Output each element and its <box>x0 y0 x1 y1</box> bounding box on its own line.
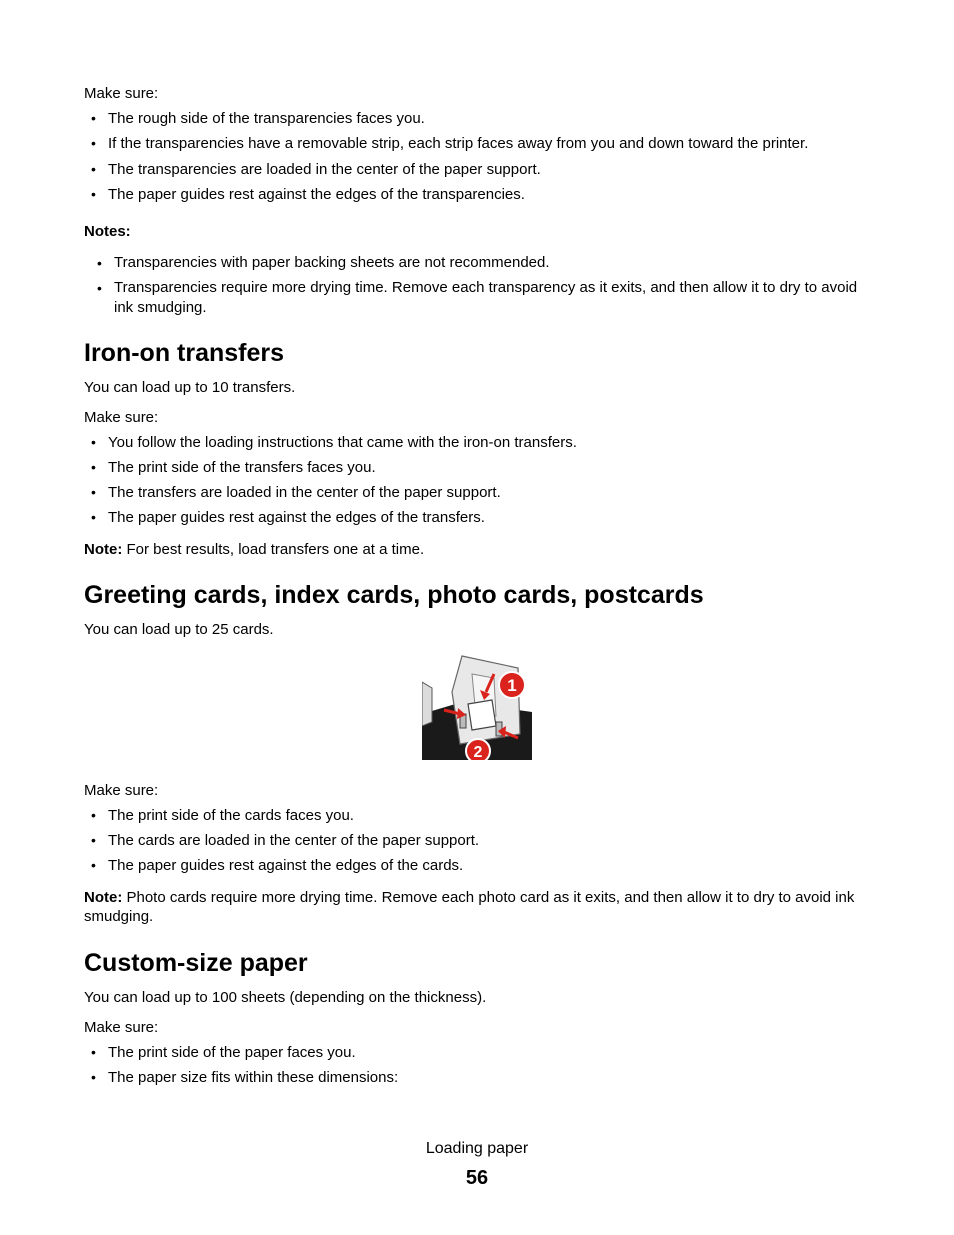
card-loading-illustration <box>422 652 532 760</box>
list-item: • The print side of the paper faces you. <box>108 1043 356 1062</box>
notes-label: Notes: <box>84 223 131 240</box>
card-loading-svg <box>422 652 532 760</box>
note-item-continued: ink smudging. <box>114 299 207 316</box>
list-item: • The print side of the cards faces you. <box>108 806 354 825</box>
list-item: • The transfers are loaded in the center of the paper support. <box>108 483 501 502</box>
card-sheet <box>468 700 496 730</box>
section-heading-cards: Greeting cards, index cards, photo cards, postcards <box>84 581 704 609</box>
note-item: • Transparencies require more drying time. Remove each transparency as it exits, and then allow it to dry to avoid <box>114 278 857 298</box>
footer-section-title: Loading paper <box>425 1140 529 1157</box>
section-intro: You can load up to 100 sheets (depending on the thickness). <box>84 989 487 1006</box>
note-text: For best results, load transfers one at a time. <box>122 541 425 558</box>
list-item: • You follow the loading instructions that came with the iron-on transfers. <box>108 433 577 452</box>
page-number: 56 <box>465 1167 489 1189</box>
list-item: • The cards are loaded in the center of the paper support. <box>108 831 479 850</box>
section-heading-custom: Custom-size paper <box>84 949 308 977</box>
list-item: • The rough side of the transparencies faces you. <box>108 109 425 128</box>
callout-1-label: 1 <box>507 676 517 695</box>
note-label: Note: <box>84 889 123 906</box>
section-heading-iron-on: Iron-on transfers <box>84 339 285 367</box>
note-label: Note: <box>84 541 123 558</box>
list-item: • The print side of the transfers faces you. <box>108 458 376 477</box>
note-paragraph-continued: smudging. <box>84 908 154 925</box>
make-sure-label: Make sure: <box>84 1019 159 1036</box>
list-item: • The transparencies are loaded in the center of the paper support. <box>108 160 541 179</box>
list-item: • If the transparencies have a removable strip, each strip faces away from you and down toward the printer. <box>108 134 808 153</box>
make-sure-label: Make sure: <box>84 409 159 426</box>
list-item: • The paper guides rest against the edges of the transfers. <box>108 508 485 527</box>
note-paragraph <box>84 540 424 559</box>
note-text: Photo cards require more drying time. Remove each photo card as it exits, and then allow it to dry to avoid ink <box>122 889 855 906</box>
section-intro: You can load up to 10 transfers. <box>84 379 296 396</box>
printer-side <box>422 682 432 726</box>
make-sure-label: Make sure: <box>84 782 159 799</box>
list-item: • The paper size fits within these dimensions: <box>108 1068 398 1087</box>
list-item: • The paper guides rest against the edges of the cards. <box>108 856 463 875</box>
list-item: • The paper guides rest against the edges of the transparencies. <box>108 185 525 204</box>
callout-2-label: 2 <box>473 744 483 760</box>
section-intro: You can load up to 25 cards. <box>84 621 274 638</box>
note-item: • Transparencies with paper backing sheets are not recommended. <box>114 253 550 273</box>
make-sure-label: Make sure: <box>84 85 159 102</box>
note-paragraph <box>84 888 854 907</box>
